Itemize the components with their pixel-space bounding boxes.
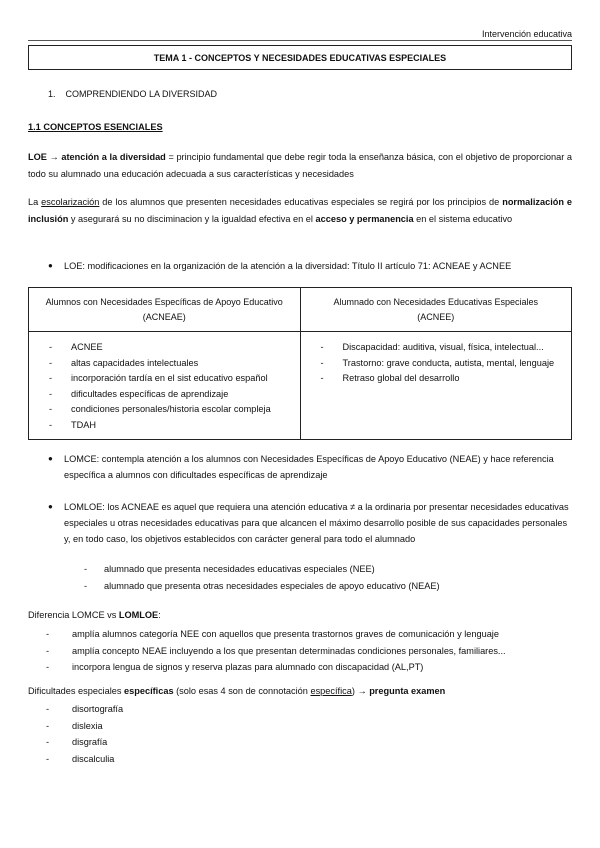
p2-bold-2: acceso y permanencia bbox=[315, 213, 414, 224]
table-cell-acnee bbox=[300, 332, 572, 440]
p2-text-4: en el sistema educativo bbox=[413, 213, 513, 224]
list-item: - alumnado que presenta otras necesidades especiales de apoyo educativo (NEAE) bbox=[84, 578, 440, 595]
bullet-dot-icon: ● bbox=[48, 261, 53, 270]
list-item: - amplía alumnos categoría NEE con aquellos que presenta trastornos graves de comunicación y lenguaje bbox=[46, 626, 506, 643]
list-item: - dificultades específicas de aprendizaje bbox=[49, 387, 300, 403]
list-item: - altas capacidades intelectuales bbox=[49, 356, 300, 372]
lomloe-sublist bbox=[84, 561, 440, 595]
list-item: - incorporación tardía en el sist educativo español bbox=[49, 371, 300, 387]
dificultades-list bbox=[46, 701, 123, 767]
p2-text-3: y asegurará su no disciminacion y la igualdad efectiva en el bbox=[68, 213, 316, 224]
bullet-loe bbox=[48, 258, 572, 274]
acneae-acnee-table bbox=[28, 287, 572, 440]
list-item: - condiciones personales/historia escolar compleja bbox=[49, 402, 300, 418]
acneae-header-text: Alumnos con Necesidades Específicas de Apoyo Educativo bbox=[45, 296, 283, 307]
subsection-heading: 1.1 CONCEPTOS ESENCIALES bbox=[28, 122, 163, 132]
diferencia-bold: LOMLOE bbox=[118, 610, 159, 620]
document-title bbox=[28, 45, 572, 70]
p2-text-1: La bbox=[28, 197, 42, 207]
bullet-loe-text: LOE: modificaciones en la organización de la atención a la diversidad: Título II artículo 71: ACNEAE y ACNEE bbox=[64, 261, 512, 271]
list-item: - ACNEE bbox=[49, 340, 300, 356]
dificultades-heading bbox=[28, 686, 445, 696]
list-item: - disortografía bbox=[46, 701, 123, 718]
list-item: - Discapacidad: auditiva, visual, física, intelectual... bbox=[321, 340, 572, 356]
list-item: - TDAH bbox=[49, 418, 300, 434]
bullet-lomloe bbox=[48, 499, 572, 547]
bullet-lomloe-text: LOMLOE: los ACNEAE es aquel que requiera una atención educativa ≠ a la ordinaria por presentar necesidades educativas especiales u otras necesidades educativas para que alcancen el máximo desarrollo posible de sus capacidades personales y, en todo caso, los objetivos establecidos con carácter general para todo el alumnado bbox=[64, 502, 569, 544]
header-divider bbox=[28, 40, 572, 41]
list-item: - Trastorno: grave conducta, autista, mental, lenguaje bbox=[321, 356, 572, 372]
diferencia-prefix: Diferencia LOMCE vs bbox=[28, 610, 119, 620]
acneae-abbr: (ACNEAE) bbox=[142, 311, 186, 322]
loe-text: = principio fundamental que debe regir toda la enseñanza básica, con el objetivo de proporcionar a todo su alumnado una educación adecuada a sus características y necesidades bbox=[28, 152, 573, 179]
list-item: - alumnado que presenta necesidades educativas especiales (NEE) bbox=[84, 561, 440, 578]
dif-bold-2: → pregunta examen bbox=[357, 686, 446, 696]
table-header-acnee bbox=[300, 288, 572, 332]
bullet-dot-icon: ● bbox=[48, 502, 53, 511]
list-item: - discalculia bbox=[46, 751, 123, 768]
bullet-lomce bbox=[48, 451, 572, 483]
dif-underline-1: específica bbox=[310, 686, 352, 696]
table-header-acneae bbox=[29, 288, 301, 332]
list-item: - Retraso global del desarrollo bbox=[321, 371, 572, 387]
acnee-abbr: (ACNEE) bbox=[417, 311, 455, 322]
dif-text-2: (solo esas 4 son de connotación bbox=[173, 686, 311, 696]
p2-bold-1: normalización e inclusión bbox=[28, 197, 573, 224]
bullet-lomce-text: LOMCE: contempla atención a los alumnos con Necesidades Específicas de Apoyo Educativo (NEAE) y hace referencia específica a alumnos con dificultades específicas de aprendizaje bbox=[64, 454, 554, 480]
dif-text-1: Dificultades especiales bbox=[28, 686, 125, 696]
table-cell-acneae bbox=[29, 332, 301, 440]
section-label: COMPRENDIENDO LA DIVERSIDAD bbox=[65, 89, 218, 99]
section-heading bbox=[48, 89, 217, 99]
section-number: 1. bbox=[48, 89, 56, 99]
paragraph-loe bbox=[28, 149, 572, 182]
p2-underline-1: escolarización bbox=[41, 197, 100, 207]
paragraph-escolarizacion bbox=[28, 194, 572, 227]
loe-bold: LOE → atención a la diversidad bbox=[28, 152, 166, 162]
p2-text-2: de los alumnos que presenten necesidades educativas especiales se regirá por los principios de bbox=[99, 197, 503, 207]
list-item: - dislexia bbox=[46, 718, 123, 735]
diferencia-list bbox=[46, 626, 506, 676]
document-title-text: TEMA 1 - CONCEPTOS Y NECESIDADES EDUCATIVAS ESPECIALES bbox=[153, 52, 447, 63]
diferencia-suffix: : bbox=[158, 610, 161, 620]
diferencia-heading bbox=[28, 610, 161, 620]
list-item: - disgrafía bbox=[46, 734, 123, 751]
dif-bold-1: específicas bbox=[124, 686, 174, 696]
list-item: - amplía concepto NEAE incluyendo a los que presentan determinadas condiciones personales, familiares... bbox=[46, 643, 506, 660]
header-label: Intervención educativa bbox=[481, 29, 572, 39]
list-item: - incorpora lengua de signos y reserva plazas para alumnado con discapacidad (AL,PT) bbox=[46, 659, 506, 676]
acnee-header-text: Alumnado con Necesidades Educativas Especiales bbox=[333, 296, 539, 307]
dif-text-3: ) bbox=[351, 686, 358, 696]
bullet-dot-icon: ● bbox=[48, 454, 53, 463]
